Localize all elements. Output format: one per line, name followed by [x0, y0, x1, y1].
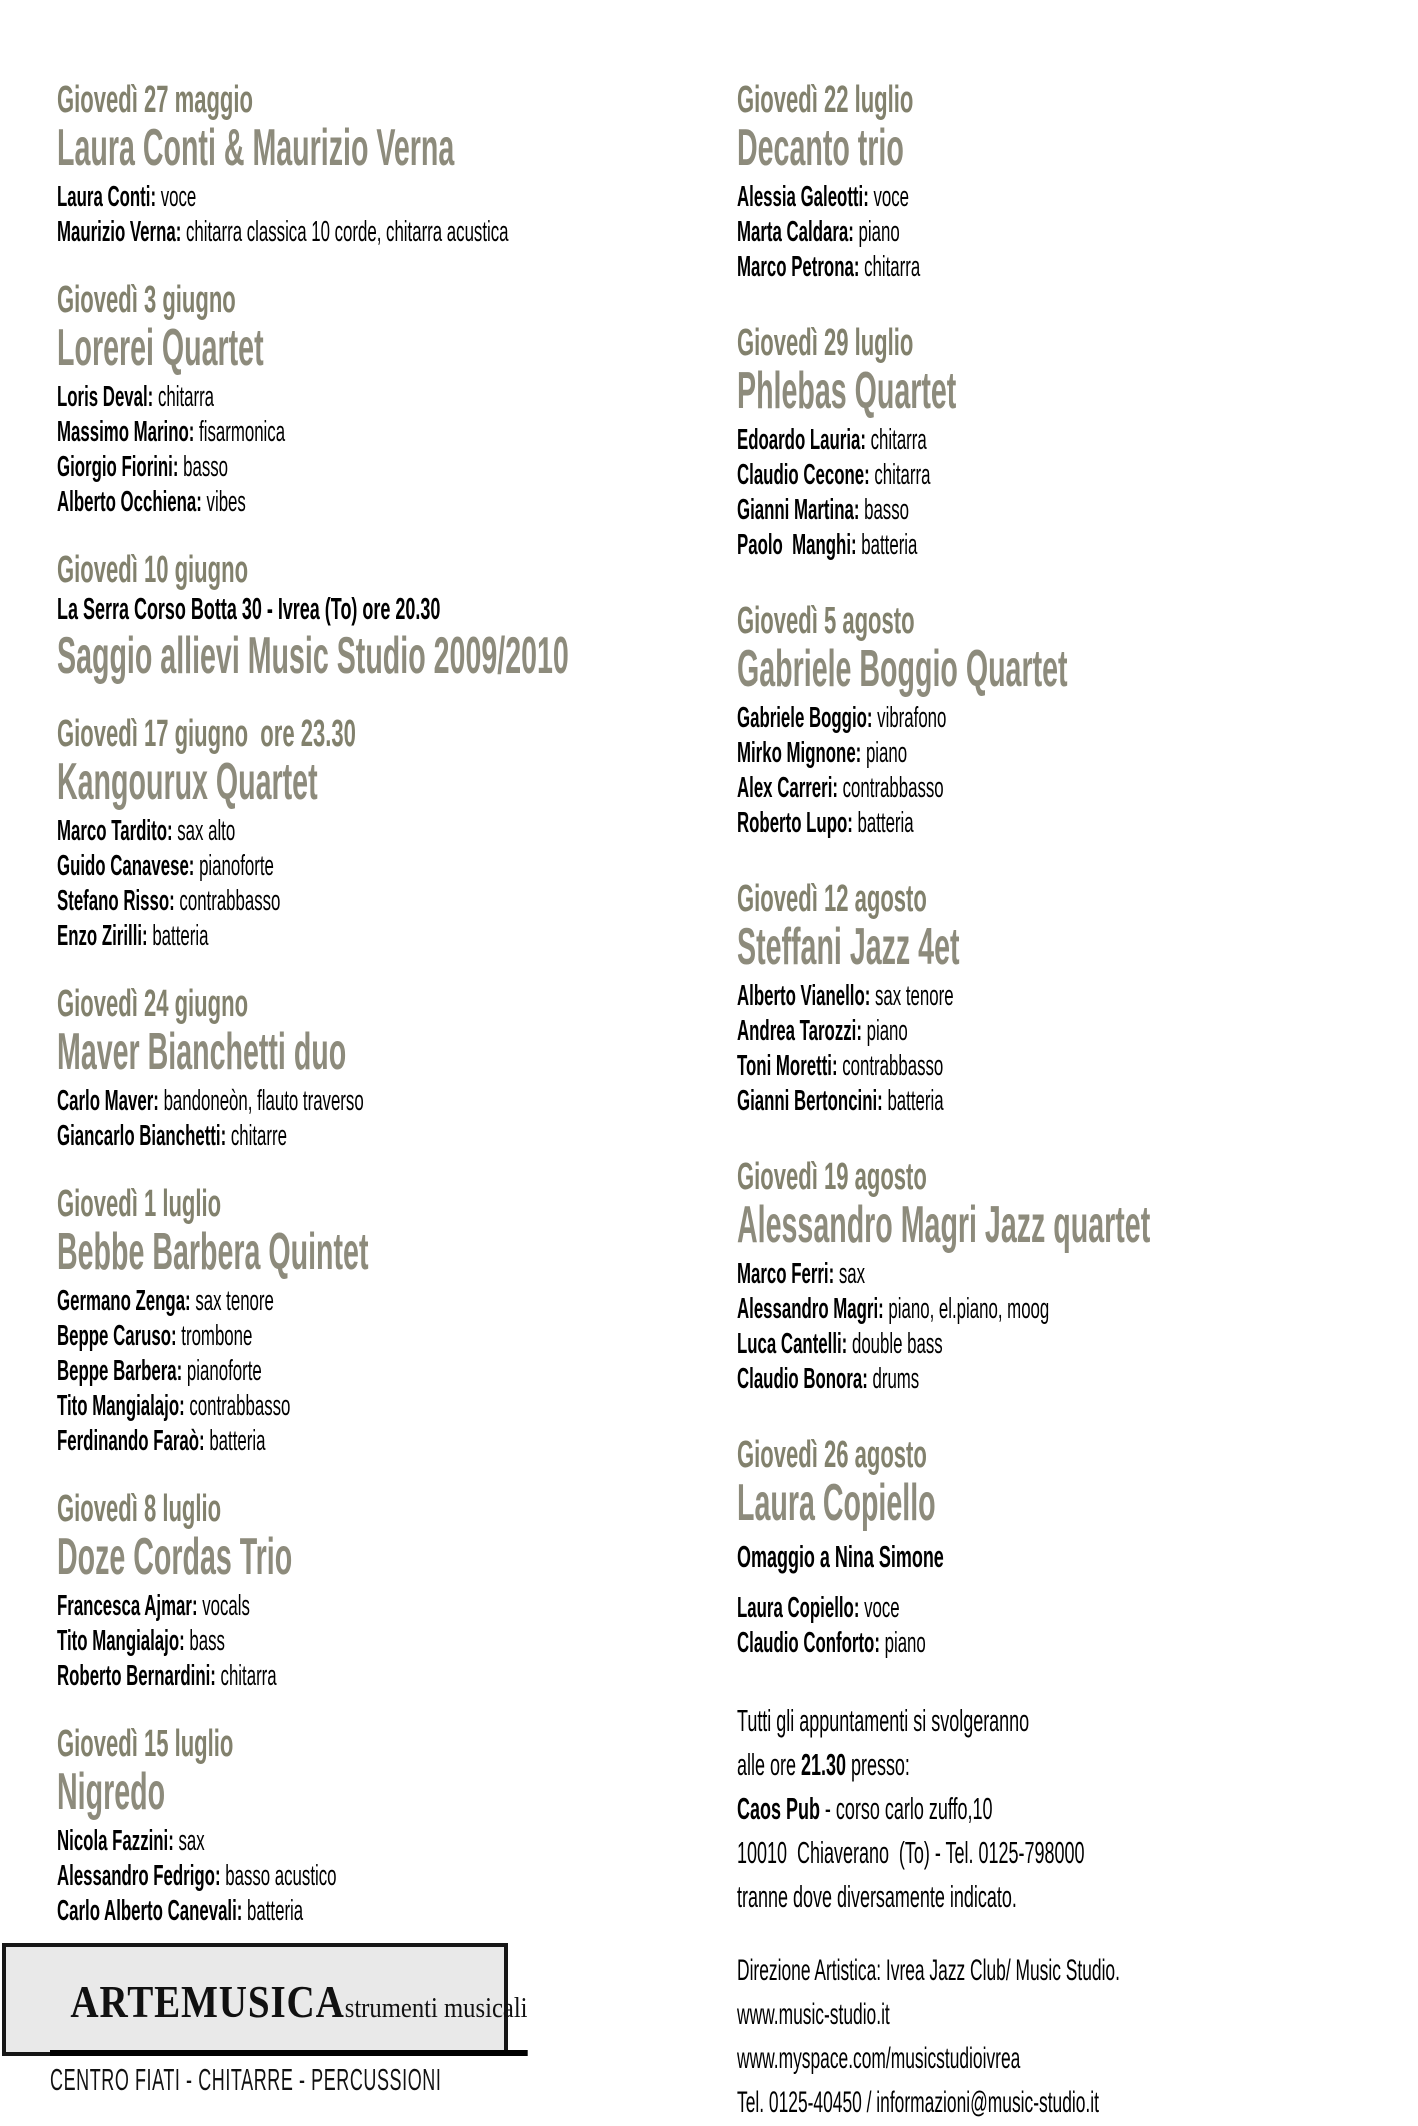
footer-text-segment: presso:: [845, 1747, 910, 1782]
member-name: Edoardo Lauria:: [737, 424, 866, 456]
event-title: Doze Cordas Trio: [57, 1528, 293, 1586]
member-row: [737, 701, 1120, 736]
member-instrument: voce: [156, 181, 197, 213]
member-name: Luca Cantelli:: [737, 1328, 848, 1360]
event-title: Gabriele Boggio Quartet: [737, 640, 1068, 698]
member-name: Marco Tardito:: [57, 815, 173, 847]
member-row: [57, 1824, 428, 1859]
member-row: [57, 1284, 428, 1319]
member-instrument: pianoforte: [182, 1355, 262, 1387]
member-row: [737, 493, 1120, 528]
member-name: Mirko Mignone:: [737, 737, 862, 769]
footer-line: [737, 1699, 1120, 1743]
member-instrument: voce: [868, 181, 910, 213]
artemusica-header: [50, 1957, 528, 2056]
event-title: Steffani Jazz 4et: [737, 918, 960, 976]
member-instrument: batteria: [852, 807, 914, 839]
member-instrument: fisarmonica: [194, 416, 286, 448]
event-title: Lorerei Quartet: [57, 319, 264, 377]
footer-text-segment: Tel. 0125-40450 / informazioni@music-studio.it: [737, 2086, 1099, 2119]
member-instrument: chitarra: [869, 459, 931, 491]
member-instrument: batteria: [882, 1085, 944, 1117]
event-date: Giovedì 5 agosto: [737, 600, 915, 642]
event-date: Giovedì 10 giugno: [57, 549, 249, 591]
member-name: Marco Petrona:: [737, 251, 860, 283]
member-row: [57, 485, 428, 520]
member-instrument: chitarra: [153, 381, 215, 413]
member-row: [737, 1257, 1120, 1292]
event-date: Giovedì 19 agosto: [737, 1156, 927, 1198]
member-row: [737, 215, 1120, 250]
member-instrument: vocals: [197, 1590, 250, 1622]
event-block: [737, 323, 1397, 563]
footer-text-segment: www.myspace.com/musicstudioivrea: [737, 2042, 1021, 2075]
member-name: Loris Deval:: [57, 381, 154, 413]
member-row: [737, 1591, 1120, 1626]
member-name: Gianni Bertoncini:: [737, 1085, 883, 1117]
member-instrument: chitarra: [865, 424, 927, 456]
member-name: Giancarlo Bianchetti:: [57, 1120, 227, 1152]
member-name: Roberto Lupo:: [737, 807, 853, 839]
member-row: [737, 1049, 1120, 1084]
member-row: [57, 1119, 428, 1154]
member-instrument: vibrafono: [872, 702, 947, 734]
member-name: Alex Carreri:: [737, 772, 838, 804]
event-date: Giovedì 3 giugno: [57, 279, 236, 321]
member-instrument: basso: [178, 451, 229, 483]
footer-line: [737, 1787, 1120, 1831]
event-date: Giovedì 12 agosto: [737, 878, 927, 920]
member-name: Germano Zenga:: [57, 1285, 191, 1317]
member-row: [737, 771, 1120, 806]
member-name: Beppe Caruso:: [57, 1320, 177, 1352]
member-row: [57, 415, 428, 450]
event-block: [57, 1489, 697, 1694]
member-row: [57, 919, 428, 954]
member-name: Enzo Zirilli:: [57, 920, 148, 952]
member-name: Carlo Maver:: [57, 1085, 159, 1117]
member-row: [737, 1014, 1120, 1049]
member-instrument: double bass: [847, 1328, 943, 1360]
member-row: [737, 528, 1120, 563]
member-row: [737, 1327, 1120, 1362]
member-instrument: batteria: [204, 1425, 266, 1457]
event-date: Giovedì 26 agosto: [737, 1434, 927, 1476]
member-name: Gianni Martina:: [737, 494, 860, 526]
member-name: Guido Canavese:: [57, 850, 195, 882]
member-row: [57, 1894, 428, 1929]
member-name: Alessandro Magri:: [737, 1293, 884, 1325]
footer-text-segment: tranne dove diversamente indicato.: [737, 1879, 1017, 1914]
member-row: [57, 1589, 428, 1624]
member-row: [737, 180, 1120, 215]
event-block: [57, 550, 697, 684]
member-instrument: sax tenore: [190, 1285, 274, 1317]
event-title: Maver Bianchetti duo: [57, 1023, 347, 1081]
member-instrument: basso: [859, 494, 909, 526]
event-block: [737, 601, 1397, 841]
artemusica-name: ARTEMUSICA: [70, 1976, 345, 2027]
event-block: [57, 80, 697, 250]
member-row: [737, 458, 1120, 493]
member-row: [57, 884, 428, 919]
footer-text-segment: Caos Pub: [737, 1791, 820, 1826]
event-block: [57, 280, 697, 520]
member-row: [57, 1084, 428, 1119]
member-row: [57, 1859, 428, 1894]
event-title: Decanto trio: [737, 119, 904, 177]
member-row: [57, 814, 428, 849]
member-row: [737, 736, 1120, 771]
event-title: Laura Copiello: [737, 1474, 936, 1532]
member-name: Tito Mangialajo:: [57, 1390, 185, 1422]
member-name: Ferdinando Faraò:: [57, 1425, 205, 1457]
footer-line: [737, 1875, 1120, 1919]
event-block: [57, 714, 697, 954]
member-instrument: chitarra: [215, 1660, 277, 1692]
member-row: [57, 450, 428, 485]
footer-line: [737, 1993, 1120, 2037]
member-instrument: piano: [879, 1627, 926, 1659]
member-row: [737, 1292, 1120, 1327]
member-row: [57, 180, 428, 215]
member-name: Marco Ferri:: [737, 1258, 835, 1290]
footer-text-segment: - corso carlo zuffo,10: [819, 1791, 993, 1826]
member-instrument: batteria: [856, 529, 918, 561]
event-block: [737, 879, 1397, 1119]
member-row: [57, 849, 428, 884]
member-row: [57, 1624, 428, 1659]
member-row: [737, 423, 1120, 458]
event-subtitle: Omaggio a Nina Simone: [737, 1539, 944, 1574]
member-name: Nicola Fazzini:: [57, 1825, 174, 1857]
event-block: [57, 984, 697, 1154]
event-date: Giovedì 29 luglio: [737, 322, 914, 364]
member-row: [737, 250, 1120, 285]
member-row: [57, 1659, 428, 1694]
member-instrument: sax tenore: [870, 980, 954, 1012]
event-block: [737, 1157, 1397, 1397]
member-name: Laura Conti:: [57, 181, 157, 213]
left-column: [57, 80, 697, 1959]
footer-line: [737, 1831, 1120, 1875]
event-title: Bebbe Barbera Quintet: [57, 1223, 369, 1281]
event-date: Giovedì 27 maggio: [57, 79, 253, 121]
event-title: Kangourux Quartet: [57, 753, 318, 811]
member-name: Paolo Manghi:: [737, 529, 857, 561]
event-block: [57, 1724, 697, 1929]
member-name: Alberto Vianello:: [737, 980, 871, 1012]
event-date: Giovedì 17 giugno ore 23.30: [57, 713, 356, 755]
footer-text-segment: www.music-studio.it: [737, 1998, 890, 2031]
member-instrument: piano: [861, 1015, 908, 1047]
artemusica-categories: CENTRO FIATI - CHITARRE - PERCUSSIONI: [50, 2062, 442, 2097]
footer-line: [737, 1949, 1120, 1993]
member-instrument: voce: [859, 1592, 900, 1624]
member-name: Alessia Galeotti:: [737, 181, 869, 213]
member-instrument: bass: [184, 1625, 225, 1657]
member-instrument: trombone: [176, 1320, 253, 1352]
member-row: [737, 806, 1120, 841]
member-instrument: drums: [867, 1363, 920, 1395]
member-instrument: piano: [853, 216, 900, 248]
member-row: [737, 1626, 1120, 1661]
member-instrument: piano, el.piano, moog: [883, 1293, 1050, 1325]
member-instrument: contrabbasso: [837, 772, 944, 804]
member-name: Stefano Risso:: [57, 885, 175, 917]
member-instrument: batteria: [147, 920, 209, 952]
member-name: Marta Caldara:: [737, 216, 854, 248]
footer-text-segment: alle ore: [737, 1747, 801, 1782]
event-date: Giovedì 22 luglio: [737, 79, 914, 121]
member-row: [737, 1084, 1120, 1119]
footer-line: [737, 2081, 1120, 2125]
event-title: Phlebas Quartet: [737, 362, 957, 420]
member-instrument: sax: [834, 1258, 866, 1290]
member-instrument: basso acustico: [220, 1860, 337, 1892]
event-date: Giovedì 24 giugno: [57, 983, 249, 1025]
member-name: Claudio Bonora:: [737, 1363, 868, 1395]
member-name: Claudio Conforto:: [737, 1627, 880, 1659]
footer-line: [737, 2037, 1120, 2081]
member-name: Beppe Barbera:: [57, 1355, 183, 1387]
member-row: [737, 979, 1120, 1014]
footer-paragraph: [737, 1949, 1397, 2125]
member-name: Gabriele Boggio:: [737, 702, 873, 734]
footer-text-segment: 21.30: [800, 1747, 846, 1782]
member-instrument: chitarra classica 10 corde, chitarra acustica: [181, 216, 509, 248]
artemusica-ad-box: [2, 1943, 528, 2097]
member-name: Roberto Bernardini:: [57, 1660, 216, 1692]
event-date: Giovedì 8 luglio: [57, 1488, 222, 1530]
member-name: Giorgio Fiorini:: [57, 451, 179, 483]
member-name: Carlo Alberto Canevali:: [57, 1895, 243, 1927]
member-name: Toni Moretti:: [737, 1050, 838, 1082]
footer-paragraph: [737, 1699, 1397, 1919]
footer-text-segment: Direzione Artistica: Ivrea Jazz Club/ Music Studio.: [737, 1954, 1120, 1987]
member-row: [737, 1362, 1120, 1397]
member-name: Massimo Marino:: [57, 416, 195, 448]
member-instrument: piano: [861, 737, 908, 769]
right-column: [737, 80, 1397, 2125]
event-title: Nigredo: [57, 1763, 166, 1821]
event-title: Alessandro Magri Jazz quartet: [737, 1196, 1151, 1254]
member-instrument: contrabbasso: [184, 1390, 291, 1422]
member-instrument: pianoforte: [194, 850, 274, 882]
member-name: Maurizio Verna:: [57, 216, 182, 248]
artemusica-tagline: strumenti musicali: [344, 1992, 528, 2024]
member-row: [57, 1319, 428, 1354]
event-date: Giovedì 1 luglio: [57, 1183, 222, 1225]
event-venue: La Serra Corso Botta 30 - Ivrea (To) ore 20.30: [57, 591, 441, 626]
member-instrument: batteria: [242, 1895, 304, 1927]
member-row: [57, 1389, 428, 1424]
member-instrument: sax alto: [172, 815, 236, 847]
event-title: Saggio allievi Music Studio 2009/2010: [57, 627, 569, 685]
footer-text-segment: 10010 Chiaverano (To) - Tel. 0125-798000: [737, 1835, 1085, 1870]
member-name: Francesca Ajmar:: [57, 1590, 198, 1622]
member-instrument: chitarre: [226, 1120, 287, 1152]
member-row: [57, 1354, 428, 1389]
event-date: Giovedì 15 luglio: [57, 1723, 234, 1765]
member-instrument: contrabbasso: [174, 885, 281, 917]
member-name: Tito Mangialajo:: [57, 1625, 185, 1657]
event-block: [737, 1435, 1397, 1661]
footer-text-segment: Tutti gli appuntamenti si svolgeranno: [737, 1703, 1030, 1738]
member-row: [57, 380, 428, 415]
event-title: Laura Conti & Maurizio Verna: [57, 119, 455, 177]
member-name: Alessandro Fedrigo:: [57, 1860, 221, 1892]
event-block: [57, 1184, 697, 1459]
member-name: Laura Copiello:: [737, 1592, 860, 1624]
member-row: [57, 215, 509, 250]
member-name: Claudio Cecone:: [737, 459, 870, 491]
member-instrument: vibes: [201, 486, 246, 518]
member-instrument: contrabbasso: [837, 1050, 944, 1082]
member-instrument: sax: [173, 1825, 205, 1857]
member-name: Alberto Occhiena:: [57, 486, 202, 518]
member-row: [57, 1424, 428, 1459]
member-instrument: chitarra: [859, 251, 921, 283]
footer-line: [737, 1743, 1120, 1787]
member-instrument: bandoneòn, flauto traverso: [158, 1085, 364, 1117]
event-block: [737, 80, 1397, 285]
member-name: Andrea Tarozzi:: [737, 1015, 862, 1047]
